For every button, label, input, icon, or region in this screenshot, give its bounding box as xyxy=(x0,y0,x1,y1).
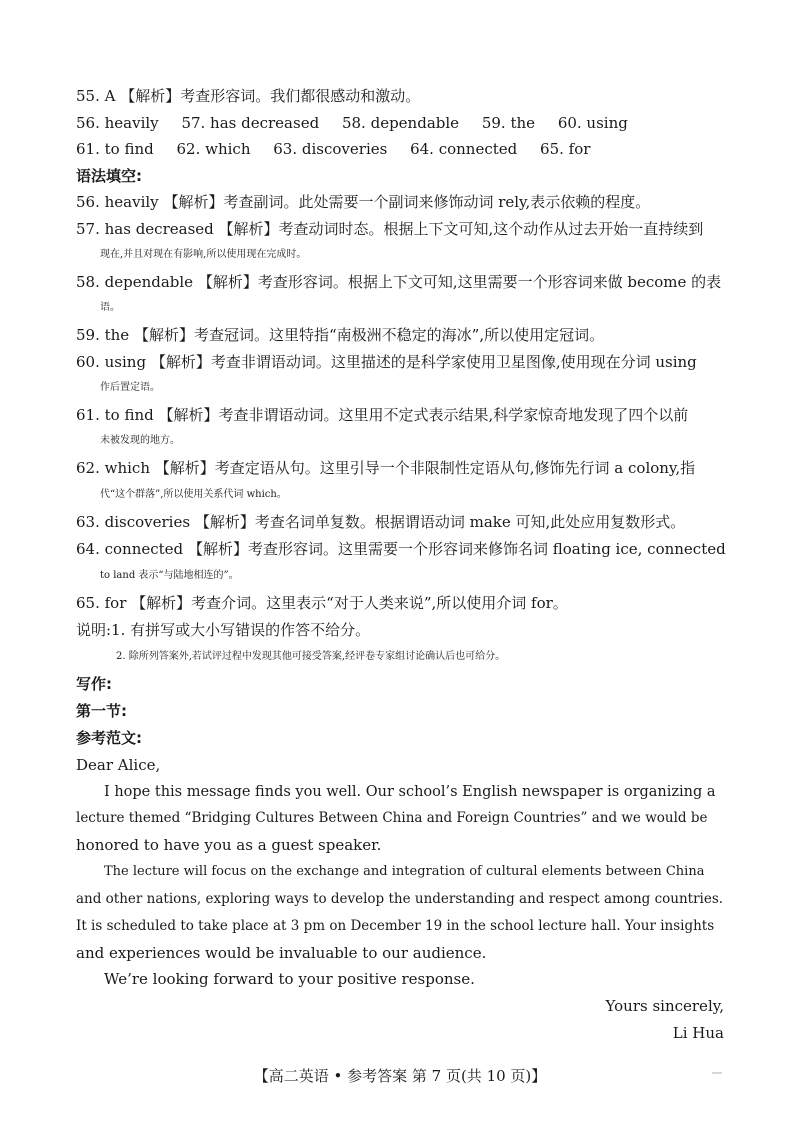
grammar-explanation: 【解析】考查动词时态。根据上下文可知,这个动作从过去开始一直持续到 xyxy=(218,220,704,238)
grammar-explanation: 【解析】考查形容词。这里需要一个形容词来修饰名词 floating ice, connected xyxy=(187,540,726,558)
grammar-heading: 语法填空: xyxy=(76,167,142,185)
answer-56: 56. heavily xyxy=(76,114,159,132)
grammar-explanation: 【解析】考查形容词。根据上下文可知,这里需要一个形容词来做 become 的表 xyxy=(197,273,722,291)
note-2: 2. 除所列答案外,若试评过程中发现其他可接受答案,经评卷专家组讨论确认后也可给分。 xyxy=(116,651,506,662)
answer-60: 60. using xyxy=(557,114,628,132)
answer-65: 65. for xyxy=(540,140,591,158)
grammar-item-64-cont: to land 表示“与陆地相连的”。 xyxy=(100,570,239,581)
letter-paragraph-2-line-4: and experiences would be invaluable to our audience. xyxy=(76,944,487,962)
page-footer: 【高二英语 • 参考答案 第 7 页(共 10 页)】 xyxy=(253,1067,547,1085)
grammar-item-57 xyxy=(76,219,726,239)
answer-58: 58. dependable xyxy=(341,114,460,132)
section-one-heading: 第一节: xyxy=(76,702,127,720)
grammar-item-58-cont: 语。 xyxy=(100,302,120,313)
grammar-explanation: 【解析】考查冠词。这里特指“南极洲不稳定的海冰”,所以使用定冠词。 xyxy=(133,326,605,344)
grammar-item-57-cont: 现在,并且对现在有影响,所以使用现在完成时。 xyxy=(100,249,307,260)
grammar-explanation: 【解析】考查介词。这里表示“对于人类来说”,所以使用介词 for。 xyxy=(131,594,568,612)
grammar-item-63 xyxy=(76,512,726,532)
sample-essay-heading: 参考范文: xyxy=(76,729,142,747)
grammar-answer: 62. which xyxy=(76,459,150,477)
grammar-item-64 xyxy=(76,539,726,559)
grammar-answer: 57. has decreased xyxy=(76,220,214,238)
scan-mark xyxy=(712,1072,722,1074)
letter-paragraph-1-line-1: I hope this message finds you well. Our school’s English newspaper is organizing a xyxy=(104,784,716,800)
grammar-answer: 65. for xyxy=(76,594,127,612)
writing-heading: 写作: xyxy=(76,675,112,693)
letter-paragraph-2-line-2: and other nations, exploring ways to develop the understanding and respect among countries. xyxy=(76,891,724,907)
grammar-answer: 64. connected xyxy=(76,540,184,558)
letter-greeting: Dear Alice, xyxy=(76,756,161,774)
grammar-answer: 58. dependable xyxy=(76,273,194,291)
grammar-explanation: 【解析】考查非谓语动词。这里用不定式表示结果,科学家惊奇地发现了四个以前 xyxy=(158,406,689,424)
answer-57: 57. has decreased xyxy=(181,114,320,132)
letter-closing: Yours sincerely, xyxy=(605,997,724,1015)
letter-paragraph-1-line-3: honored to have you as a guest speaker. xyxy=(76,836,382,854)
letter-paragraph-2-line-3: It is scheduled to take place at 3 pm on December 19 in the school lecture hall. Your insights xyxy=(76,918,715,934)
grammar-item-59 xyxy=(76,325,726,345)
grammar-answer: 56. heavily xyxy=(76,193,159,211)
note-1: 说明:1. 有拼写或大小写错误的作答不给分。 xyxy=(76,621,371,639)
grammar-explanation: 【解析】考查定语从句。这里引导一个非限制性定语从句,修饰先行词 a colony,指 xyxy=(154,459,696,477)
grammar-item-61-cont: 未被发现的地方。 xyxy=(100,435,180,446)
answer-64: 64. connected xyxy=(410,140,518,158)
grammar-explanation: 【解析】考查非谓语动词。这里描述的是科学家使用卫星图像,使用现在分词 using xyxy=(150,353,697,371)
grammar-answer: 61. to find xyxy=(76,406,154,424)
grammar-item-62-cont: 代“这个群落”,所以使用关系代词 which。 xyxy=(100,489,287,500)
answer-row-56-60 xyxy=(76,113,726,133)
grammar-answer: 60. using xyxy=(76,353,147,371)
grammar-item-60-cont: 作后置定语。 xyxy=(100,382,160,393)
grammar-item-65 xyxy=(76,593,726,613)
grammar-answer: 59. the xyxy=(76,326,130,344)
letter-paragraph-1-line-2: lecture themed “Bridging Cultures Between China and Foreign Countries” and we would be xyxy=(76,810,708,826)
answer-55: 55. A 【解析】考查形容词。我们都很感动和激动。 xyxy=(76,87,421,105)
grammar-answer: 63. discoveries xyxy=(76,513,191,531)
grammar-item-56 xyxy=(76,192,726,212)
grammar-item-61 xyxy=(76,405,726,425)
grammar-explanation: 【解析】考查名词单复数。根据谓语动词 make 可知,此处应用复数形式。 xyxy=(194,513,686,531)
letter-signature: Li Hua xyxy=(672,1024,724,1042)
letter-paragraph-3: We’re looking forward to your positive response. xyxy=(104,970,475,988)
answer-61: 61. to find xyxy=(76,140,154,158)
answer-62: 62. which xyxy=(176,140,251,158)
answer-63: 63. discoveries xyxy=(273,140,388,158)
letter-paragraph-2-line-1: The lecture will focus on the exchange and integration of cultural elements between China xyxy=(104,864,705,879)
grammar-explanation: 【解析】考查副词。此处需要一个副词来修饰动词 rely,表示依赖的程度。 xyxy=(163,193,651,211)
answer-row-61-65 xyxy=(76,139,726,159)
grammar-item-62 xyxy=(76,458,726,478)
grammar-item-58 xyxy=(76,272,726,292)
grammar-item-60 xyxy=(76,352,726,372)
answer-59: 59. the xyxy=(481,114,536,132)
